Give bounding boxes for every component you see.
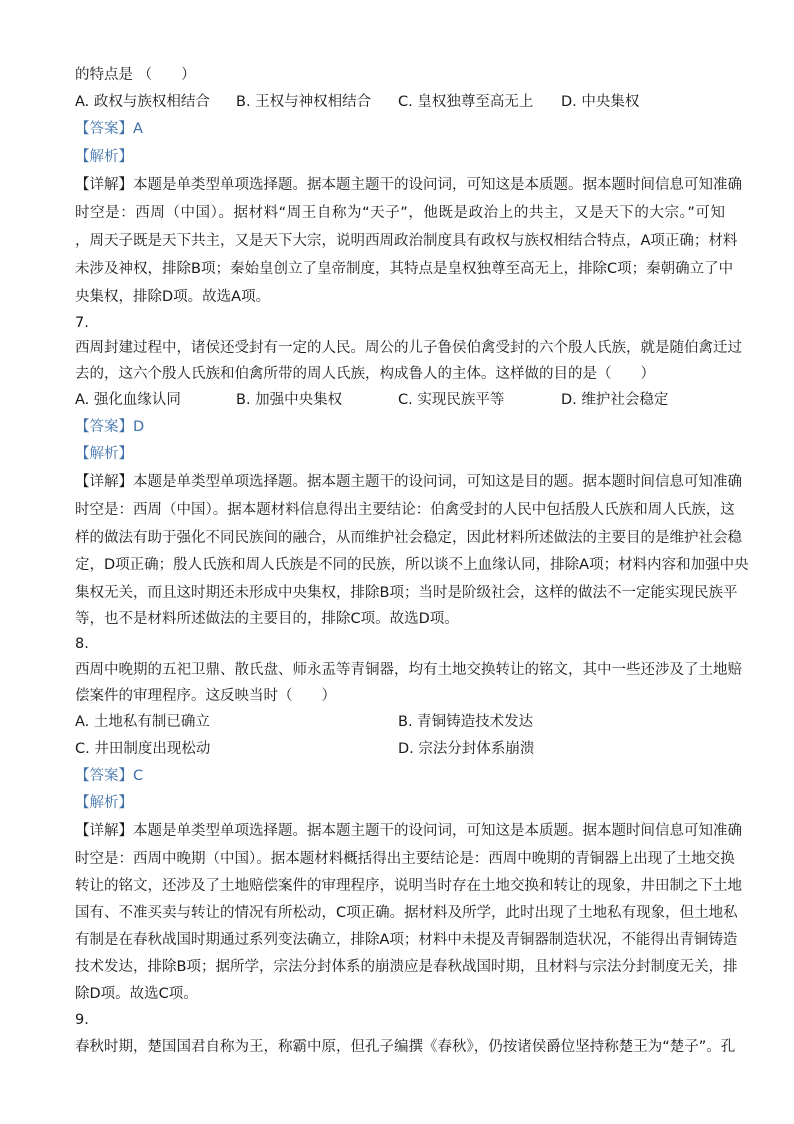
q8-detail-line: 时空是：西周中晚期（中国）。据本题材料概括得出主要结论是：西周中晚期的青铜器上出现了土地交换: [75, 851, 735, 867]
q7-detail-line: 样的做法有助于强化不同民族间的融合，从而维护社会稳定，因此材料所述做法的主要目的是维护社会稳: [75, 530, 742, 546]
q7-detail-line: 时空是：西周（中国）。据本题材料信息得出主要结论：伯禽受封的人民中包括殷人氏族和周人氏族，这: [75, 502, 735, 518]
q7-detail-line: 【详解】本题是单类型单项选择题。据本题主题干的设问词，可知这是目的题。据本题时间信息可知准确: [75, 474, 742, 490]
q6-detail-line: ，周天子既是天下共主，又是天下大宗，说明西周政治制度具有政权与族权相结合特点，A项正确；材料: [75, 233, 738, 249]
q8-detail-line: 有制是在春秋战国时期通过系列变法确立，排除A项；材料中未提及青铜器制造状况，不能得出青铜铸造: [75, 932, 738, 948]
q7-stem-line: 去的，这六个殷人氏族和伯禽所带的周人氏族，构成鲁人的主体。这样做的目的是（ ）: [75, 366, 655, 382]
q8-option-a: A. 土地私有制已确立: [75, 714, 210, 730]
q8-stem-line: 西周中晚期的五祀卫鼎、散氏盘、师永盂等青铜器，均有土地交换转让的铭文，其中一些还涉及了土地赔: [75, 662, 742, 678]
q9-number: 9.: [75, 1012, 89, 1028]
q7-detail-line: 等，也不是材料所述做法的主要目的，排除C项。故选D项。: [75, 611, 459, 627]
q6-stem-tail: 的特点是 （ ）: [75, 67, 196, 83]
q7-analysis-label: 【解析】: [75, 446, 133, 462]
q8-answer: 【答案】C: [75, 768, 144, 784]
q8-option-b: B. 青铜铸造技术发达: [398, 714, 534, 730]
q8-detail-line: 【详解】本题是单类型单项选择题。据本题主题干的设问词，可知这是本质题。据本题时间信息可知准确: [75, 823, 742, 839]
q8-detail-line: 除D项。故选C项。: [75, 986, 198, 1002]
q7-number: 7.: [75, 315, 89, 331]
q6-option-c: C. 皇权独尊至高无上: [398, 94, 534, 110]
q7-detail-line: 定，D项正确；殷人氏族和周人氏族是不同的民族，所以谈不上血缘认同，排除A项；材料内容和加强中央: [75, 557, 749, 573]
q9-stem-line: 春秋时期，楚国国君自称为王，称霸中原，但孔子编撰《春秋》，仍按诸侯爵位坚持称楚王为“楚子”。孔: [75, 1039, 736, 1055]
q8-detail-line: 技术发达，排除B项；据所学，宗法分封体系的崩溃应是春秋战国时期，且材料与宗法分封制度无关，排: [75, 959, 738, 975]
q7-option-b: B. 加强中央集权: [236, 392, 343, 408]
q7-detail-line: 集权无关，而且这时期还未形成中央集权，排除B项；当时是阶级社会，这样的做法不一定能实现民族平: [75, 585, 738, 601]
q7-stem-line: 西周封建过程中，诸侯还受封有一定的人民。周公的儿子鲁侯伯禽受封的六个殷人氏族，就是随伯禽迁过: [75, 340, 742, 356]
q7-answer: 【答案】D: [75, 419, 145, 435]
q6-detail-line: 时空是：西周（中国）。据材料“周王自称为“天子”，他既是政治上的共主，又是天下的大宗。”可知: [75, 205, 725, 221]
q8-stem-line: 偿案件的审理程序。这反映当时（ ）: [75, 688, 336, 704]
q6-answer: 【答案】A: [75, 121, 143, 137]
q8-option-c: C. 井田制度出现松动: [75, 741, 211, 757]
q7-option-d: D. 维护社会稳定: [561, 392, 669, 408]
q7-option-a: A. 强化血缘认同: [75, 392, 181, 408]
q6-option-a: A. 政权与族权相结合: [75, 94, 210, 110]
q8-detail-line: 国有、不准买卖与转让的情况有所松动，C项正确。据材料及所学，此时出现了土地私有现象，但土地私: [75, 905, 738, 921]
q8-option-d: D. 宗法分封体系崩溃: [398, 741, 535, 757]
q6-option-b: B. 王权与神权相结合: [236, 94, 372, 110]
q6-option-d: D. 中央集权: [561, 94, 640, 110]
q8-number: 8.: [75, 636, 89, 652]
q6-detail-line: 【详解】本题是单类型单项选择题。据本题主题干的设问词，可知这是本质题。据本题时间信息可知准确: [75, 177, 742, 193]
q8-detail-line: 转让的铭文，还涉及了土地赔偿案件的审理程序，说明当时存在土地交换和转让的现象，井田制之下土地: [75, 878, 742, 894]
q8-analysis-label: 【解析】: [75, 795, 133, 811]
q6-analysis-label: 【解析】: [75, 149, 133, 165]
q6-detail-line: 央集权，排除D项。故选A项。: [75, 289, 271, 305]
q7-option-c: C. 实现民族平等: [398, 392, 505, 408]
q6-detail-line: 未涉及神权，排除B项；秦始皇创立了皇帝制度，其特点是皇权独尊至高无上，排除C项；秦朝确立了中: [75, 261, 734, 277]
